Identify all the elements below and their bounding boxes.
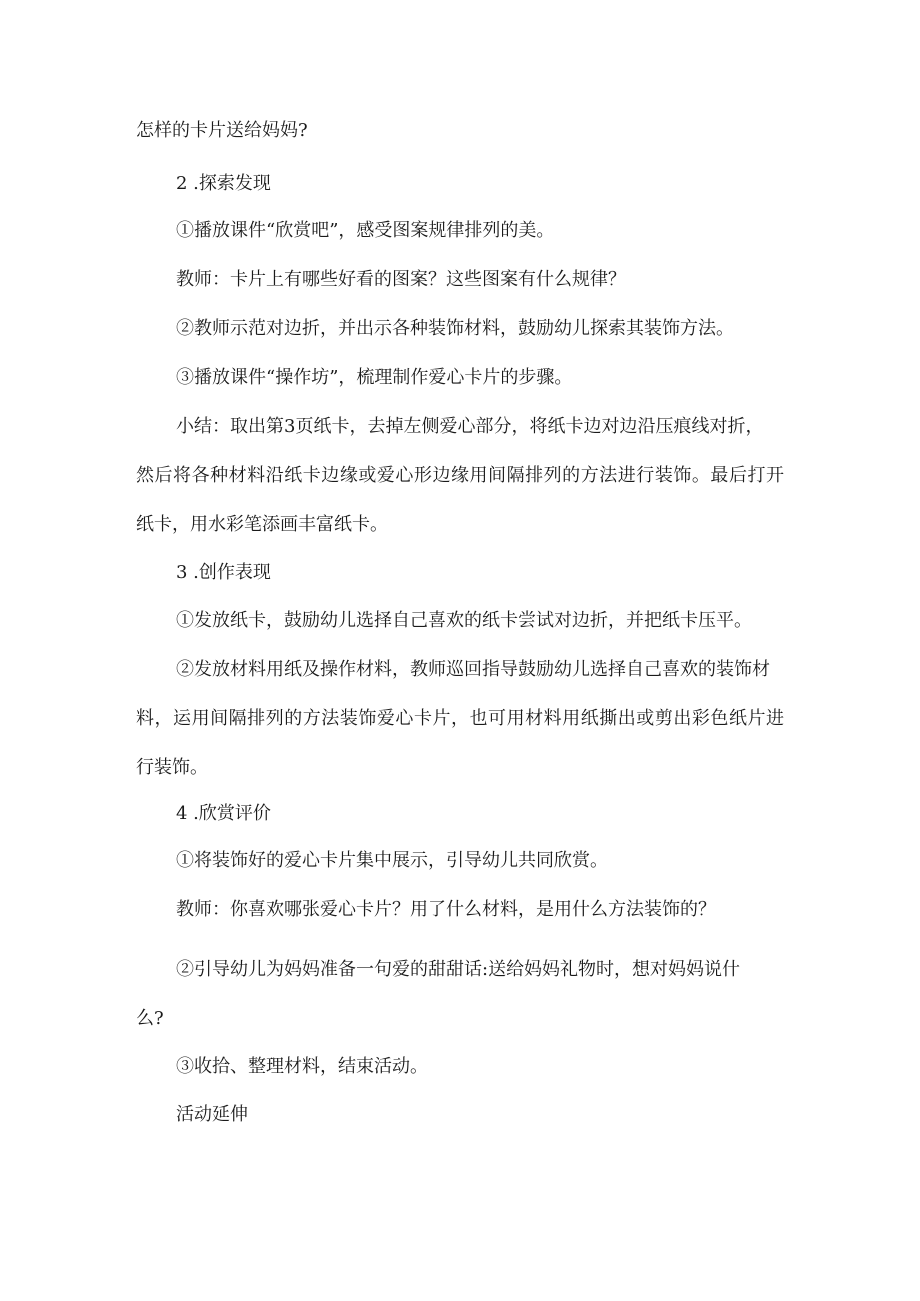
text-line: 行装饰。 [136,757,208,778]
text-line: 教师：你喜欢哪张爱心卡片？用了什么材料，是用什么方法装饰的？ [176,899,716,920]
text-line: 纸卡，用水彩笔添画丰富纸卡。 [136,514,388,535]
text-line: ②发放材料用纸及操作材料，教师巡回指导鼓励幼儿选择自己喜欢的装饰材 [176,659,770,680]
text-line: 然后将各种材料沿纸卡边缘或爱心形边缘用间隔排列的方法进行装饰。最后打开 [136,465,784,486]
text-line: ①播放课件“欣赏吧”，感受图案规律排列的美。 [176,220,555,241]
section-heading: 活动延伸 [176,1104,248,1125]
text-line: ③播放课件“操作坊”，梳理制作爱心卡片的步骤。 [176,367,573,388]
text-line: ③收拾、整理材料，结束活动。 [176,1056,428,1077]
text-line: ②教师示范对边折，并出示各种装饰材料，鼓励幼儿探索其装饰方法。 [176,318,734,339]
text-line: ①将装饰好的爱心卡片集中展示，引导幼儿共同欣赏。 [176,850,608,871]
section-heading: 4 .欣赏评价 [176,803,271,824]
text-line: 教师：卡片上有哪些好看的图案？这些图案有什么规律？ [176,269,626,290]
text-line: ①发放纸卡，鼓励幼儿选择自己喜欢的纸卡尝试对边折，并把纸卡压平。 [176,610,752,631]
text-line: 料，运用间隔排列的方法装饰爱心卡片，也可用材料用纸撕出或剪出彩色纸片进 [136,708,784,729]
text-line: 么? [136,1008,164,1029]
text-line: 怎样的卡片送给妈妈? [136,120,308,141]
text-line: 小结：取出第3页纸卡，去掉左侧爱心部分，将纸卡边对边沿压痕线对折， [176,416,764,437]
section-heading: 3 .创作表现 [176,562,271,583]
section-heading: 2 .探索发现 [176,173,271,194]
text-line: ②引导幼儿为妈妈准备一句爱的甜甜话:送给妈妈礼物时，想对妈妈说什 [176,959,741,980]
